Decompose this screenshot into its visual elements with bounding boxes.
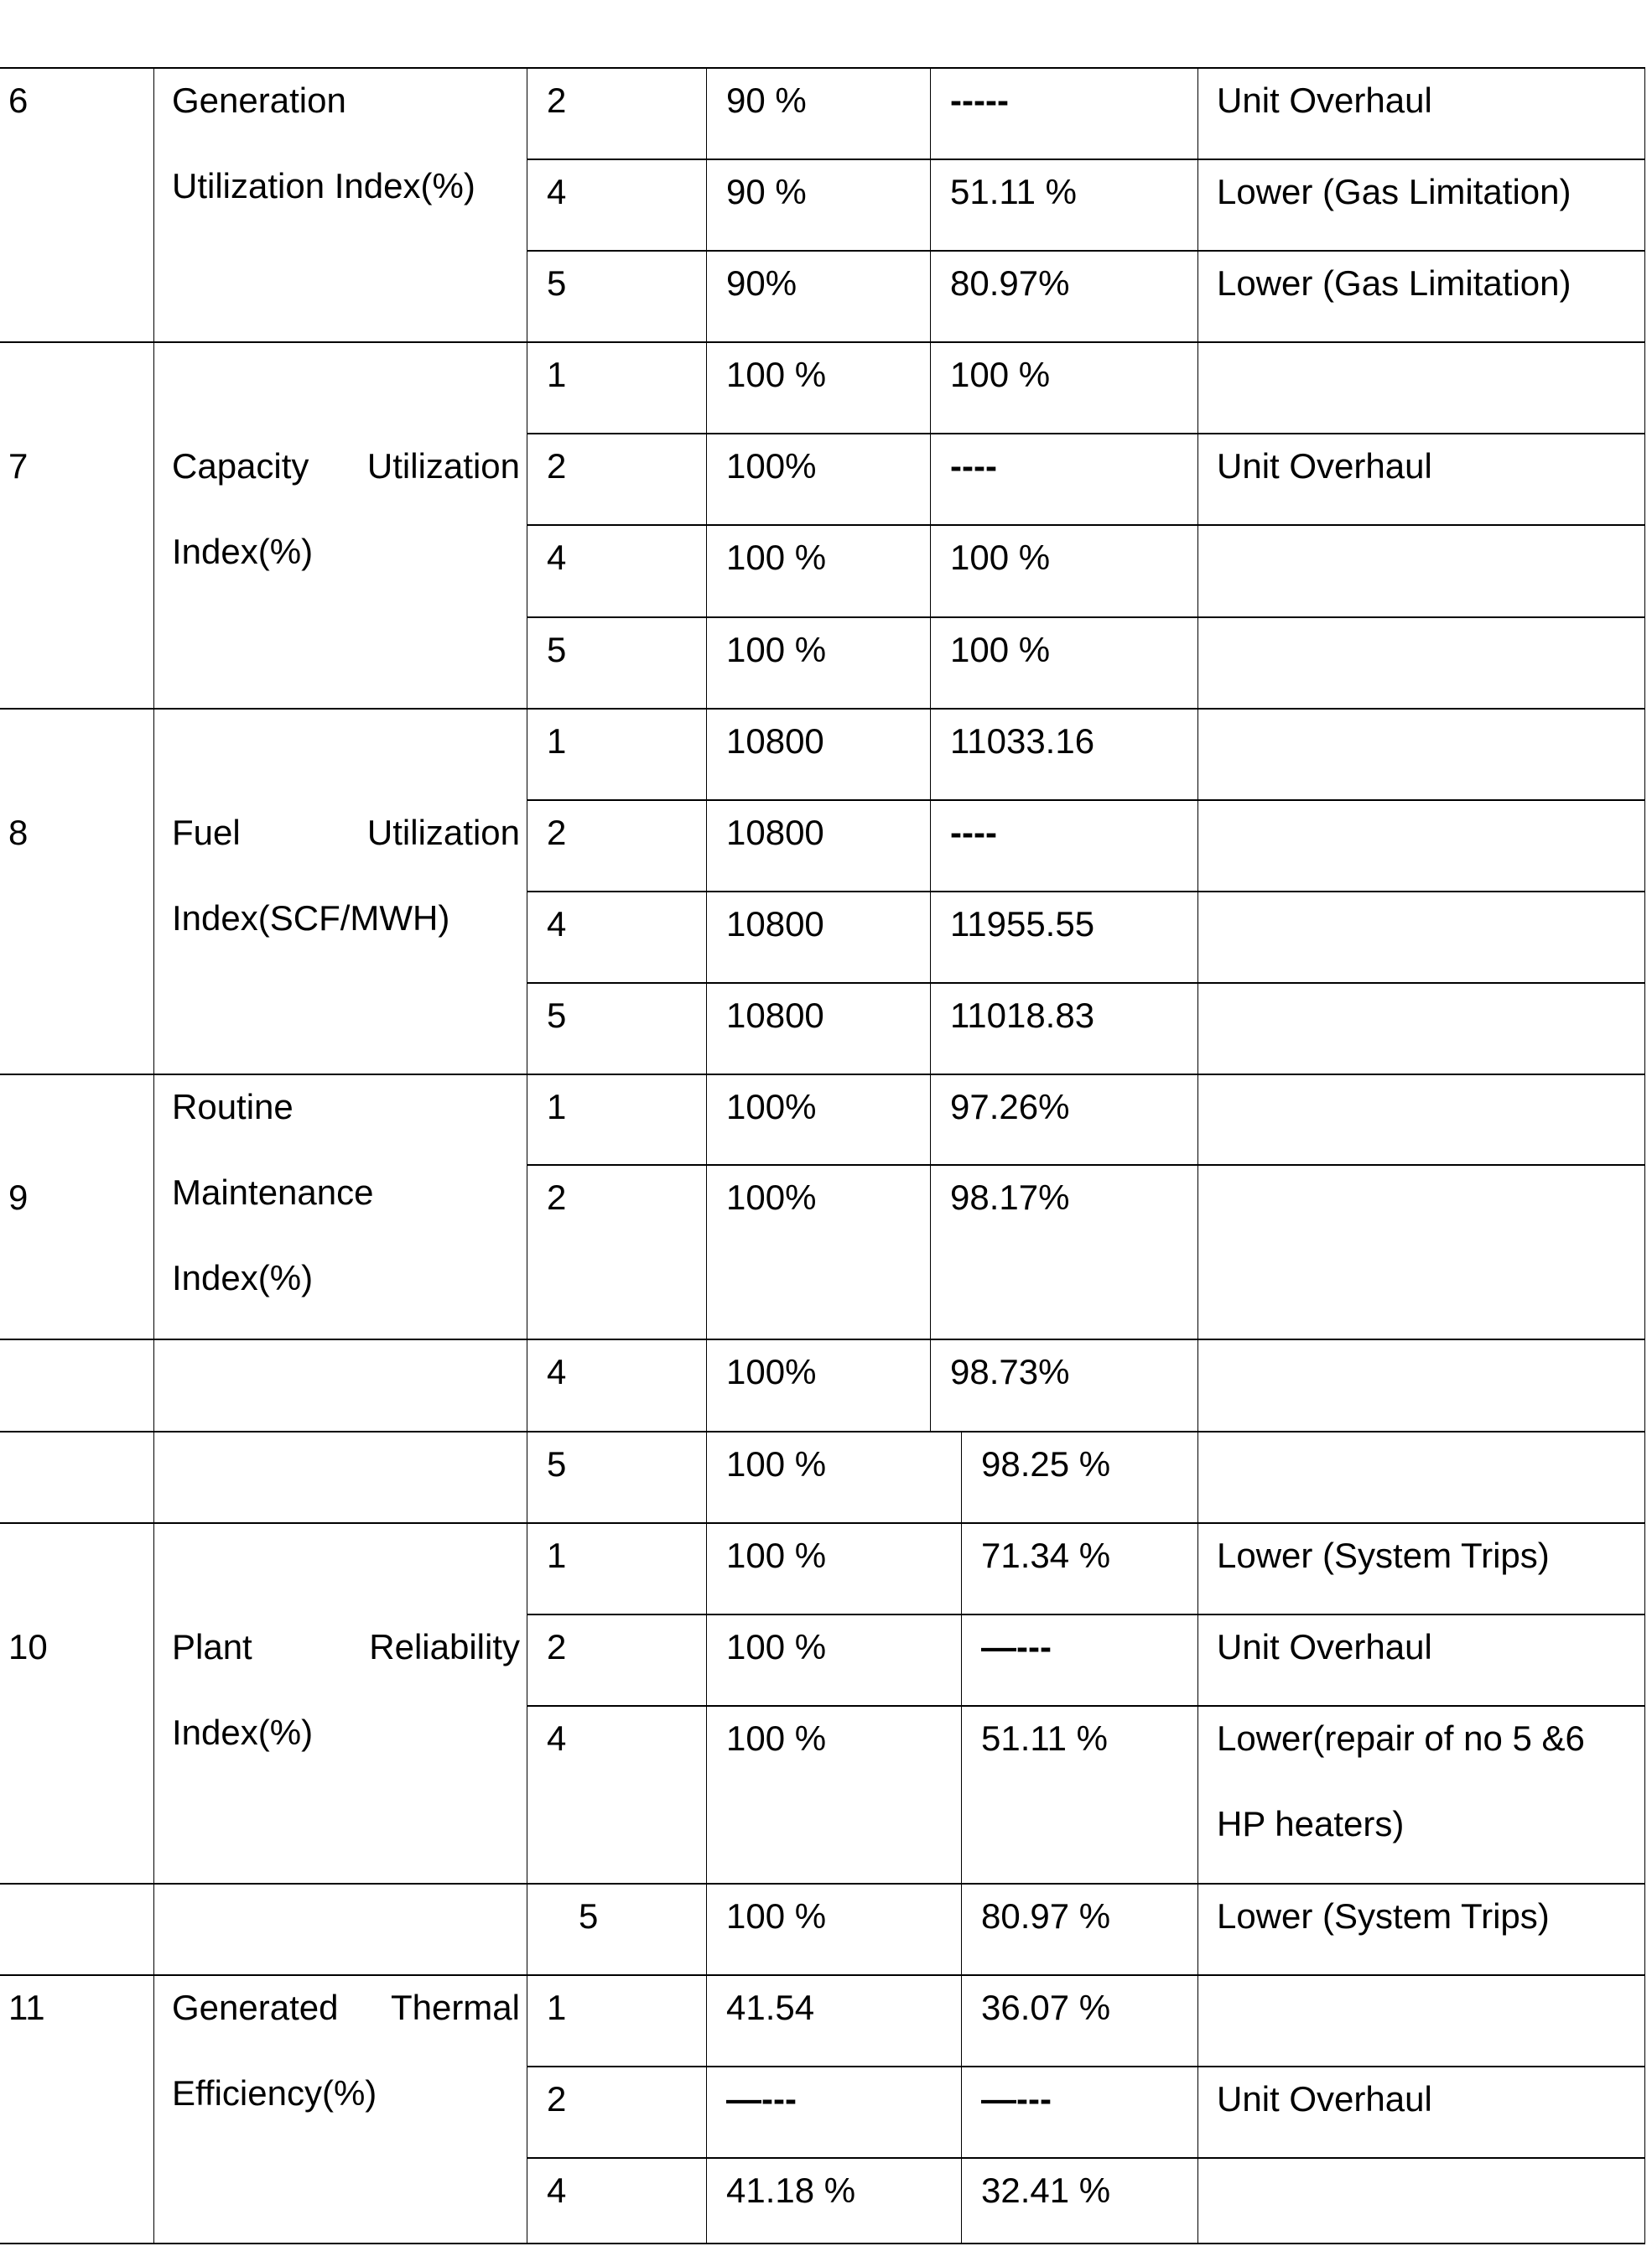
unit-number (547, 78, 566, 143)
remarks-line: HP heaters) (1217, 1804, 1405, 1843)
target-value-line: 100 % (726, 630, 827, 669)
indicator-description-line: Generation (172, 81, 346, 120)
target-value (726, 169, 807, 235)
serial-number-line: 10 (8, 1627, 48, 1666)
table-rule (1197, 68, 1198, 2244)
target-value-line: 41.18 % (726, 2171, 856, 2210)
achieved-value-line: ----- (950, 81, 1009, 120)
remarks-line: Lower(repair of no 5 &6 (1217, 1718, 1585, 1758)
table-rule (706, 68, 707, 2244)
target-value (726, 1625, 826, 1690)
achieved-value-line: —--- (981, 2079, 1052, 2119)
unit-number-line: 1 (547, 355, 567, 394)
achieved-value (950, 78, 1009, 143)
remarks (1217, 1894, 1550, 1959)
serial-number-line: 8 (8, 813, 29, 852)
serial-number-line: 9 (8, 1178, 29, 1217)
target-value (726, 1533, 826, 1599)
target-value-line: 100 % (726, 1536, 827, 1575)
achieved-value-line: 98.25 % (981, 1444, 1111, 1484)
unit-number-line: 1 (547, 1536, 567, 1575)
achieved-value-line: 100 % (950, 538, 1051, 577)
achieved-value-line: 51.11 % (950, 172, 1077, 211)
achieved-value-line: 100 % (950, 355, 1051, 394)
unit-number (547, 993, 566, 1058)
serial-number (8, 810, 28, 876)
indicator-description-line: Plant Reliability (172, 1627, 520, 1666)
unit-number-line: 2 (547, 1178, 567, 1217)
target-value (726, 1084, 816, 1150)
remarks (1217, 261, 1571, 326)
achieved-value (981, 1442, 1110, 1507)
table-rule (527, 2066, 1645, 2067)
unit-number-line: 4 (547, 1352, 567, 1391)
target-value (726, 1716, 826, 1781)
achieved-value-line: —--- (981, 1627, 1052, 1666)
indicator-description-line: Efficiency(%) (172, 2073, 377, 2113)
unit-number (547, 352, 566, 418)
unit-number-line: 4 (547, 1718, 567, 1758)
table-rule (1644, 68, 1645, 2244)
remarks-line: Unit Overhaul (1217, 2079, 1432, 2119)
serial-number (8, 1175, 28, 1240)
achieved-value-line: 80.97 % (981, 1896, 1111, 1936)
achieved-value (950, 902, 1094, 967)
target-value-line: 10800 (726, 996, 824, 1035)
target-value (726, 1349, 816, 1415)
achieved-value (950, 993, 1094, 1058)
unit-number (547, 535, 566, 601)
target-value-line: 100 % (726, 1718, 827, 1758)
serial-number (8, 444, 28, 509)
serial-number-line: 6 (8, 81, 29, 120)
achieved-value-line: 36.07 % (981, 1988, 1111, 2027)
remarks (1217, 78, 1432, 143)
serial-number (8, 1625, 48, 1690)
achieved-value-line: 100 % (950, 630, 1051, 669)
unit-number (547, 169, 566, 235)
indicator-description (172, 810, 520, 961)
indicator-description (172, 1084, 374, 1321)
unit-number (547, 261, 566, 326)
indicator-description-line: Utilization Index(%) (172, 166, 475, 205)
remarks-line: Lower (Gas Limitation) (1217, 172, 1571, 211)
indicator-description (172, 1625, 520, 1776)
table-rule (527, 799, 1645, 801)
table-rule (527, 524, 1645, 526)
unit-number (547, 1442, 566, 1507)
table-rule (527, 1614, 1645, 1615)
serial-number-line: 11 (8, 1988, 45, 2027)
unit-number-line: 4 (547, 172, 567, 211)
target-value-line: 100% (726, 1178, 817, 1217)
remarks-line: Unit Overhaul (1217, 446, 1432, 486)
serial-number (8, 78, 28, 143)
achieved-value-line: 11033.16 (950, 721, 1095, 761)
unit-number (547, 1175, 566, 1240)
achieved-value (950, 810, 997, 876)
unit-number-line: 5 (547, 996, 567, 1035)
remarks (1217, 169, 1571, 235)
achieved-value-line: 98.73% (950, 1352, 1070, 1391)
target-value-line: 90% (726, 263, 797, 303)
table-rule (527, 433, 1645, 434)
unit-number (547, 444, 566, 509)
indicator-description-line: Fuel Utilization (172, 813, 520, 852)
unit-number-line: 2 (547, 81, 567, 120)
unit-number-line: 2 (547, 1627, 567, 1666)
achieved-value-line: 32.41 % (981, 2171, 1111, 2210)
unit-number (547, 902, 566, 967)
table-rule (0, 2243, 1645, 2244)
indicator-description-line: Routine (172, 1087, 294, 1126)
remarks-line: Lower (System Trips) (1217, 1896, 1550, 1936)
unit-number-line: 1 (547, 721, 567, 761)
target-value-line: 100 % (726, 355, 827, 394)
achieved-value (950, 1349, 1069, 1415)
unit-number-line: 4 (547, 538, 567, 577)
achieved-value (950, 261, 1069, 326)
achieved-value-line: ---- (950, 446, 997, 486)
achieved-value (950, 535, 1050, 601)
achieved-value (950, 719, 1094, 784)
target-value (726, 352, 826, 418)
serial-number-line: 7 (8, 446, 29, 486)
achieved-value-line: 11955.55 (950, 904, 1095, 944)
table-rule (0, 1339, 1645, 1340)
unit-number-line: 5 (547, 1444, 567, 1484)
achieved-value (981, 1533, 1110, 1599)
remarks (1217, 1533, 1550, 1599)
target-value-line: —--- (726, 2079, 797, 2119)
indicator-description (172, 78, 475, 229)
indicator-description-line: Index(SCF/MWH) (172, 898, 450, 938)
target-value-line: 10800 (726, 721, 824, 761)
unit-number (547, 1349, 566, 1415)
achieved-value-line: 71.34 % (981, 1536, 1111, 1575)
target-value-line: 100% (726, 1087, 817, 1126)
achieved-value-line: 98.17% (950, 1178, 1070, 1217)
target-value (726, 627, 826, 693)
achieved-value-line: 11018.83 (950, 996, 1095, 1035)
unit-number (547, 627, 566, 693)
target-value (726, 719, 824, 784)
unit-number-line: 2 (547, 813, 567, 852)
unit-number (547, 2168, 566, 2233)
unit-number-line: 4 (547, 904, 567, 944)
target-value-line: 100% (726, 446, 817, 486)
target-value (726, 993, 824, 1058)
table-rule (930, 68, 931, 1432)
achieved-value (981, 1716, 1108, 1781)
indicator-description-line: Maintenance (172, 1172, 374, 1212)
unit-number-line: 5 (579, 1896, 599, 1936)
remarks (1217, 1716, 1585, 1867)
unit-number (547, 1084, 566, 1150)
remarks-line: Lower (Gas Limitation) (1217, 263, 1571, 303)
target-value (726, 902, 824, 967)
achieved-value (950, 1084, 1069, 1150)
indicator-description-line: Generated Thermal (172, 1988, 520, 2027)
achieved-value (950, 627, 1050, 693)
unit-number (547, 1625, 566, 1690)
unit-number (579, 1894, 598, 1959)
unit-number (547, 810, 566, 876)
achieved-value (981, 1894, 1110, 1959)
unit-number-line: 5 (547, 263, 567, 303)
target-value-line: 90 % (726, 172, 807, 211)
target-value (726, 1985, 814, 2051)
target-value (726, 535, 826, 601)
unit-number (547, 1985, 566, 2051)
achieved-value (950, 1175, 1069, 1240)
target-value (726, 1894, 826, 1959)
indicator-description (172, 444, 520, 595)
table-rule (527, 1164, 1645, 1166)
target-value (726, 78, 807, 143)
achieved-value-line: 51.11 % (981, 1718, 1108, 1758)
remarks (1217, 1625, 1432, 1690)
achieved-value (981, 2168, 1110, 2233)
target-value (726, 261, 797, 326)
achieved-value-line: ---- (950, 813, 997, 852)
achieved-value (950, 444, 997, 509)
unit-number-line: 2 (547, 2079, 567, 2119)
indicator-description-line: Index(%) (172, 1258, 314, 1297)
achieved-value (981, 1985, 1110, 2051)
remarks-line: Unit Overhaul (1217, 1627, 1432, 1666)
remarks (1217, 444, 1432, 509)
target-value (726, 810, 824, 876)
achieved-value (950, 169, 1077, 235)
indicator-description-line: Index(%) (172, 1713, 314, 1752)
indicator-description-line: Index(%) (172, 532, 314, 571)
achieved-value-line: 97.26% (950, 1087, 1070, 1126)
indicator-description (172, 1985, 520, 2136)
remarks-line: Unit Overhaul (1217, 81, 1432, 120)
target-value (726, 444, 816, 509)
target-value-line: 100 % (726, 1444, 827, 1484)
remarks (1217, 2077, 1432, 2142)
achieved-value (981, 1625, 1052, 1690)
unit-number (547, 1533, 566, 1599)
achieved-value (981, 2077, 1052, 2142)
serial-number (8, 1985, 45, 2051)
unit-number (547, 2077, 566, 2142)
indicator-description-line: Capacity Utilization (172, 446, 520, 486)
table-rule (153, 68, 154, 2244)
target-value (726, 1442, 826, 1507)
achieved-value (950, 352, 1050, 418)
target-value-line: 41.54 (726, 1988, 815, 2027)
unit-number-line: 4 (547, 2171, 567, 2210)
unit-number (547, 719, 566, 784)
unit-number-line: 5 (547, 630, 567, 669)
target-value (726, 2077, 797, 2142)
target-value-line: 100 % (726, 1627, 827, 1666)
remarks-line: Lower (System Trips) (1217, 1536, 1550, 1575)
unit-number-line: 1 (547, 1087, 567, 1126)
table-rule (527, 616, 1645, 618)
target-value-line: 100% (726, 1352, 817, 1391)
target-value (726, 1175, 816, 1240)
target-value-line: 10800 (726, 904, 824, 944)
unit-number (547, 1716, 566, 1781)
unit-number-line: 2 (547, 446, 567, 486)
target-value-line: 100 % (726, 1896, 827, 1936)
achieved-value-line: 80.97% (950, 263, 1070, 303)
target-value-line: 100 % (726, 538, 827, 577)
target-value-line: 10800 (726, 813, 824, 852)
target-value-line: 90 % (726, 81, 807, 120)
target-value (726, 2168, 855, 2233)
table-rule (961, 1432, 962, 2244)
unit-number-line: 1 (547, 1988, 567, 2027)
